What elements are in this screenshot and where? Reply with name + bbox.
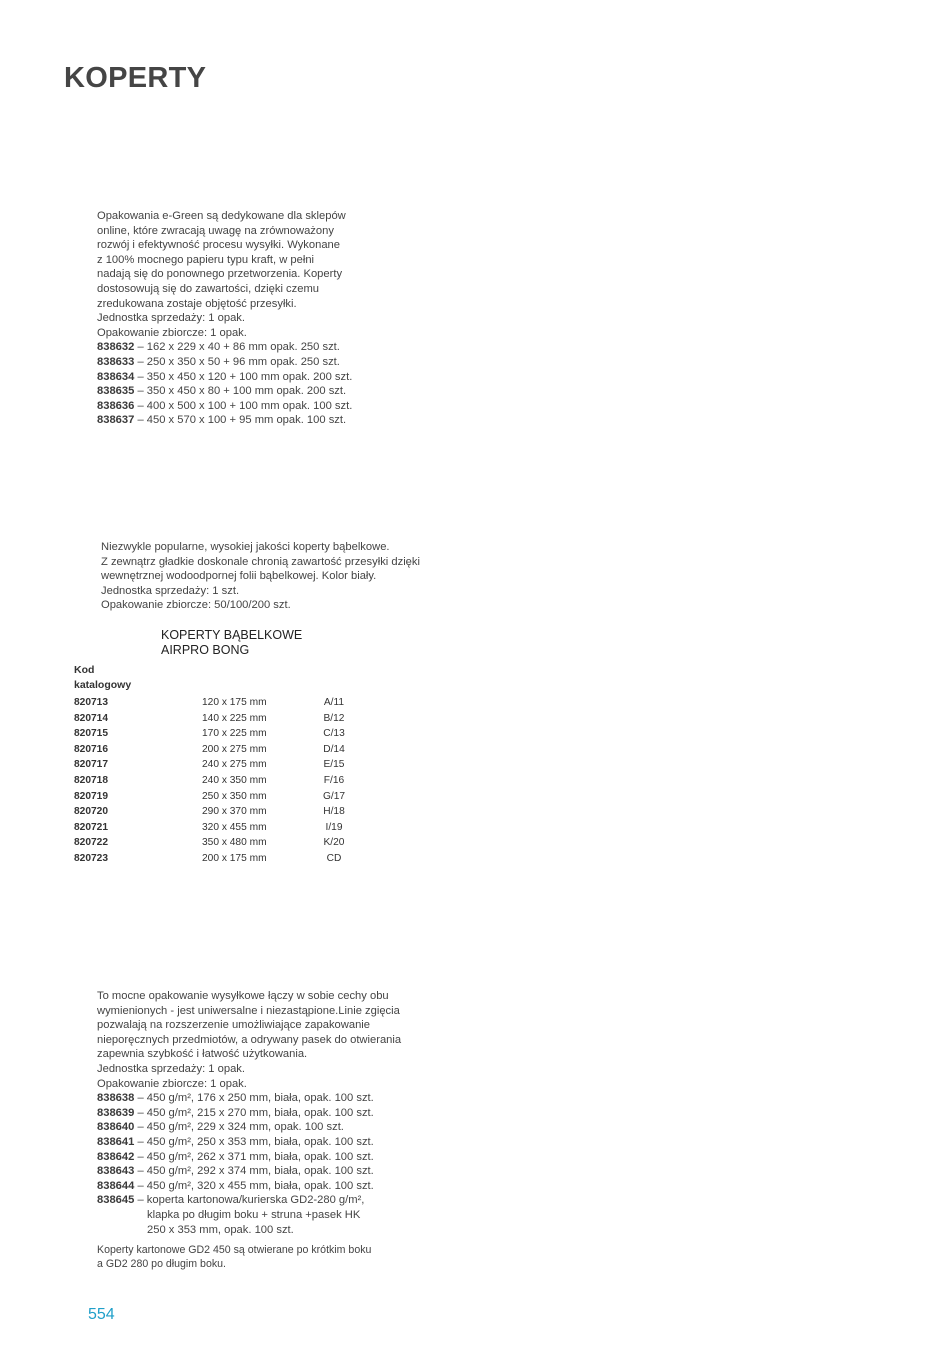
table-row [74,744,374,760]
product-item [97,1091,401,1106]
catalog-code: 820720 [74,806,108,818]
product-item [97,1120,401,1135]
size-cell: 200 x 175 mm [202,852,267,864]
size-cell: 290 x 370 mm [202,806,267,818]
product-spec: – 450 g/m², 292 x 374 mm, biała, opak. 100 szt. [134,1165,374,1178]
catalog-code: 820722 [74,837,108,849]
catalog-code: 820715 [74,728,108,740]
product-spec: – 350 x 450 x 80 + 100 mm opak. 200 szt. [134,385,347,398]
bulk-packaging: Opakowanie zbiorcze: 1 opak. [97,1077,247,1090]
size-cell: 240 x 350 mm [202,774,267,786]
table-row [74,759,374,775]
product-spec: – 350 x 450 x 120 + 100 mm opak. 200 szt. [134,370,353,383]
text-line: To mocne opakowanie wysyłkowe łączy w sobie cechy obu [97,990,389,1002]
catalog-code: 820713 [74,697,108,708]
product-spec: – 400 x 500 x 100 + 100 mm opak. 100 szt. [134,399,353,412]
sales-unit: Jednostka sprzedaży: 1 opak. [97,1062,246,1075]
cardboard-envelopes-description [97,989,401,1271]
product-title-line: KOPERTY BĄBELKOWE [161,628,303,642]
format-cell: F/16 [323,774,345,786]
text-line: zapewnia szybkość i łatwość użytkowania. [97,1048,308,1061]
catalog-code: 820714 [74,712,108,724]
sales-unit: Jednostka sprzedaży: 1 szt. [101,584,240,597]
product-code: 838634 [97,370,135,383]
product-item [97,1193,401,1208]
sales-unit: Jednostka sprzedaży: 1 opak. [97,312,246,325]
product-title [161,628,302,658]
table-row [74,713,374,729]
catalog-code: 820716 [74,743,108,755]
product-spec: – 450 x 570 x 100 + 95 mm opak. 100 szt. [134,414,347,427]
page-number: 554 [88,1306,115,1323]
product-item [97,370,352,385]
format-cell: A/11 [323,697,345,708]
footnote-line: a GD2 280 po długim boku. [97,1258,226,1271]
bulk-packaging: Opakowanie zbiorcze: 50/100/200 szt. [101,599,291,612]
catalog-code: 820717 [74,759,108,771]
format-cell: K/20 [323,837,345,849]
product-spec: – 450 g/m², 215 x 270 mm, biała, opak. 100 szt. [134,1106,374,1119]
catalog-code: 820721 [74,821,108,833]
product-item [97,384,352,399]
size-cell: 250 x 350 mm [202,790,267,802]
size-cell: 200 x 275 mm [202,743,267,755]
product-code: 838636 [97,399,135,412]
size-cell: 120 x 175 mm [202,697,267,708]
format-cell: C/13 [323,728,345,740]
product-code: 838632 [97,341,135,354]
product-item [97,413,352,428]
product-spec: – 450 g/m², 176 x 250 mm, biała, opak. 100 szt. [134,1092,374,1105]
format-cell: I/19 [325,821,343,833]
table-row [74,697,374,713]
footnote [97,1243,401,1271]
product-code: 838635 [97,385,135,398]
text-line: Niezwykle popularne, wysokiej jakości koperty bąbelkowe. [101,541,390,553]
product-code: 838633 [97,355,135,368]
product-code: 838639 [97,1106,135,1119]
product-code: 838638 [97,1092,135,1105]
product-code: 838640 [97,1121,135,1134]
e-green-description [97,209,352,428]
product-spec: – 450 g/m², 250 x 353 mm, biała, opak. 100 szt. [134,1135,374,1148]
product-spec: – 250 x 350 x 50 + 96 mm opak. 250 szt. [134,355,340,368]
product-code: 838637 [97,414,135,427]
text-line: online, które zwracają uwagę na zrównoważony [97,224,334,237]
table-row [74,837,374,853]
format-cell: B/12 [323,712,345,724]
table-row [74,728,374,744]
product-item [97,1179,401,1194]
product-code: 838643 [97,1165,135,1178]
product-code: 838641 [97,1135,135,1148]
catalog-code: 820723 [74,852,108,864]
product-spec: – 450 g/m², 320 x 455 mm, biała, opak. 100 szt. [134,1179,374,1192]
product-spec: – koperta kartonowa/kurierska GD2-280 g/m², [134,1194,365,1207]
text-line: Z zewnątrz gładkie doskonale chronią zawartość przesyłki dzięki [101,555,420,568]
size-cell: 240 x 275 mm [202,759,267,771]
table-row [74,853,374,869]
text-line: rozwój i efektywność procesu wysyłki. Wykonane [97,239,341,252]
format-cell: E/15 [323,759,345,771]
product-item [97,1150,401,1165]
header-text: Kod [74,664,95,676]
product-spec: – 162 x 229 x 40 + 86 mm opak. 250 szt. [134,341,340,354]
product-spec-continuation: klapka po długim boku + struna +pasek HK [147,1208,361,1221]
text-line: wymienionych - jest uniwersalne i niezastąpione.Linie zgięcia [97,1004,400,1017]
product-code: 838645 [97,1194,135,1207]
column-header-code [74,663,131,693]
text-line: wewnętrznej wodoodpornej folii bąbelkowej. Kolor biały. [101,570,377,583]
size-cell: 140 x 225 mm [202,712,267,724]
product-title-line: AIRPRO BONG [161,643,250,657]
footnote-line: Koperty kartonowe GD2 450 są otwierane po krótkim boku [97,1244,372,1257]
size-cell: 170 x 225 mm [202,728,267,740]
header-text: katalogowy [74,679,132,691]
catalog-table [74,697,374,869]
text-line: pozwalają na rozszerzenie umożliwiające zapakowanie [97,1019,370,1032]
product-item [97,340,352,355]
catalog-code: 820719 [74,790,108,802]
product-code: 838644 [97,1179,135,1192]
product-spec: – 450 g/m², 229 x 324 mm, opak. 100 szt. [134,1121,344,1134]
product-item [97,399,352,414]
product-item [97,355,352,370]
page-title: KOPERTY [64,62,207,94]
product-item [97,1106,401,1121]
text-line: nadają się do ponownego przetworzenia. Koperty [97,268,343,281]
format-cell: CD [326,852,342,864]
table-row [74,822,374,838]
product-spec: – 450 g/m², 262 x 371 mm, biała, opak. 100 szt. [134,1150,374,1163]
text-line: dostosowują się do zawartości, dzięki czemu [97,282,319,295]
catalog-code: 820718 [74,774,108,786]
table-row [74,775,374,791]
product-item [97,1164,401,1179]
size-cell: 350 x 480 mm [202,837,267,849]
text-line: zredukowana zostaje objętość przesyłki. [97,297,297,310]
format-cell: H/18 [323,806,345,818]
product-spec-continuation: 250 x 353 mm, opak. 100 szt. [147,1223,294,1236]
product-item [97,1135,401,1150]
bulk-packaging: Opakowanie zbiorcze: 1 opak. [97,326,247,339]
text-line: nieporęcznych przedmiotów, a odrywany pasek do otwierania [97,1033,402,1046]
table-row [74,791,374,807]
format-cell: D/14 [323,743,345,755]
format-cell: G/17 [322,790,346,802]
size-cell: 320 x 455 mm [202,821,267,833]
text-line: Opakowania e-Green są dedykowane dla sklepów [97,210,346,222]
text-line: z 100% mocnego papieru typu kraft, w pełni [97,253,315,266]
bubble-envelopes-description [101,540,420,613]
table-row [74,806,374,822]
product-code: 838642 [97,1150,135,1163]
